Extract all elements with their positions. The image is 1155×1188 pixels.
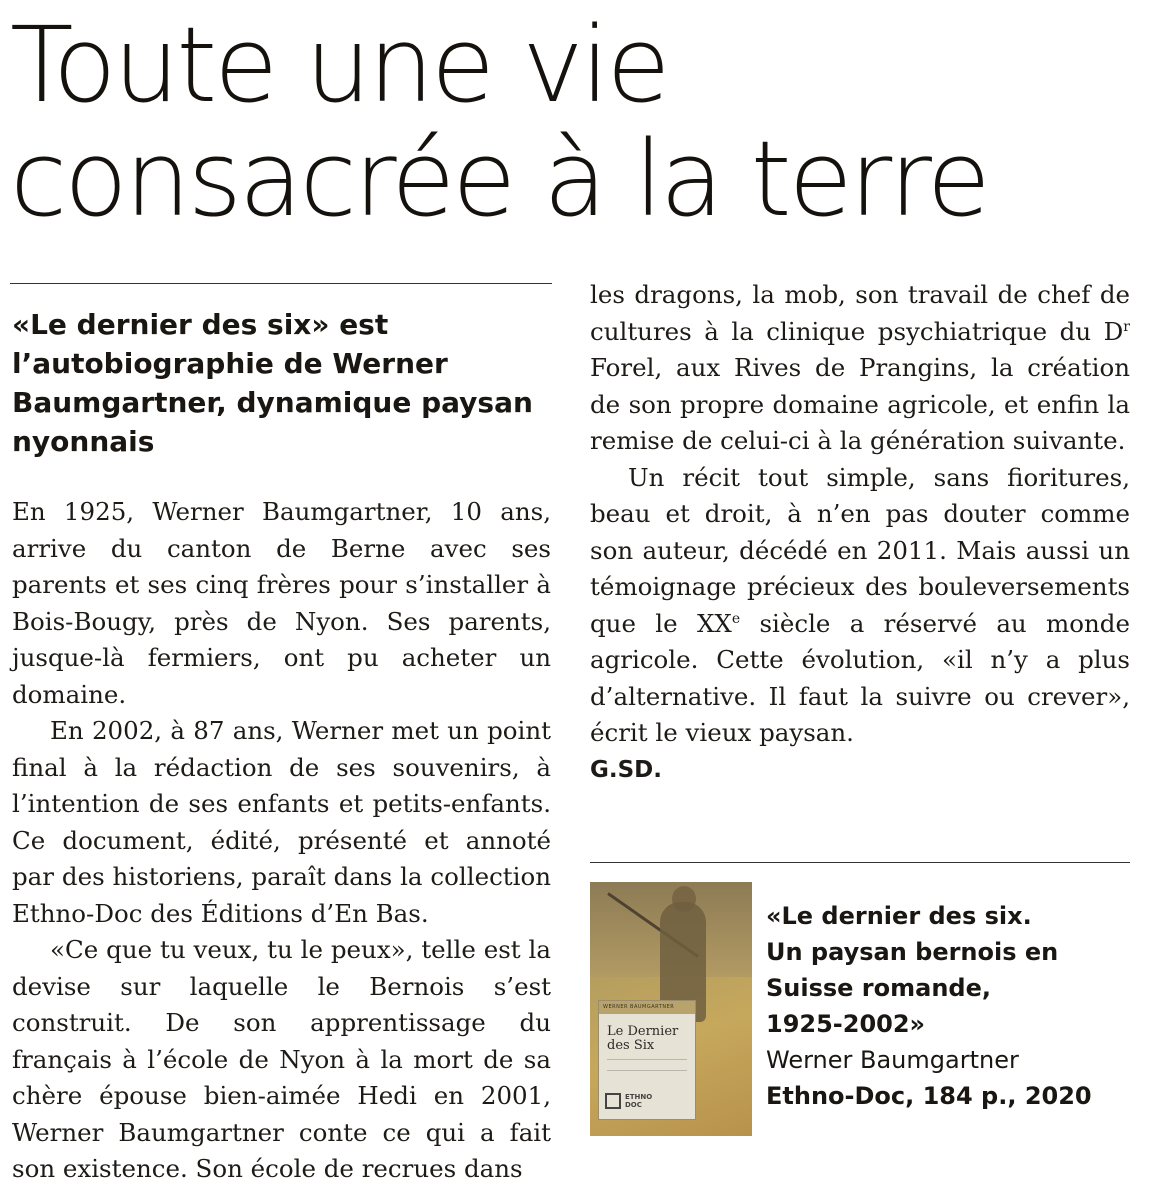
book-info: [766, 898, 1151, 1114]
cover-band-text: WERNER BAUMGARTNER: [603, 1004, 675, 1010]
right-column: [590, 277, 1130, 788]
left-divider: [10, 283, 552, 284]
left-column: [12, 494, 551, 1188]
paragraph-2: En 2002, à 87 ans, Werner met un point final à la rédaction de ses souvenirs, à l’intention de ses enfants et petits-enfants. Ce document, édité, présenté et annoté par des historiens, paraît dans la collection Ethno-Doc des Éditions d’En Bas.: [12, 716, 551, 928]
paragraph-1: En 1925, Werner Baumgartner, 10 ans, arrive du canton de Berne avec ses parents et ses cinq frères pour s’installer à Bois-Bougy, près de Nyon. Ses parents, jusque-là fermiers, ont pu acheter un domaine.: [12, 497, 551, 709]
book-publication: Ethno-Doc, 184 p., 2020: [766, 1082, 1092, 1110]
title-line-2: consacrée à la terre: [10, 118, 988, 240]
cover-logo-text: ETHNO DOC: [625, 1093, 653, 1109]
ethno-doc-logo-icon: [605, 1093, 621, 1109]
right-divider: [590, 862, 1130, 863]
title-line-1: Toute une vie: [10, 4, 668, 126]
book-title: «Le dernier des six. Un paysan bernois en Suisse romande, 1925-2002»: [766, 902, 1059, 1038]
author-signature: G.SD.: [590, 756, 663, 783]
article-title: [10, 4, 1150, 240]
paragraph-5: Un récit tout simple, sans fioritures, beau et droit, à n’en pas douter comme son auteur, décédé en 2011. Mais aussi un témoignage précieux des bouleversements que le XXe siècle a réservé au monde agricole. Cette évolution, «il n’y a plus d’alternative. Il faut la suivre ou crever», écrit le vieux paysan.: [590, 462, 1130, 747]
paragraph-3: «Ce que tu veux, tu le peux», telle est la devise sur laquelle le Bernois s’est construit. De son apprentissage du français à l’école de Nyon à la mort de sa chère épouse bien-aimée Hedi en 2001, Werner Baumgartner conte ce qui a fait son existence. Son école de recrues dans: [12, 935, 551, 1183]
book-author: Werner Baumgartner: [766, 1046, 1019, 1074]
article-lead: «Le dernier des six» est l’autobiographie de Werner Baumgartner, dynamique paysan nyonnais: [12, 308, 533, 458]
cover-card: [598, 1000, 696, 1120]
book-cover-image: [590, 882, 752, 1136]
cover-title: Le Dernier des Six: [607, 1024, 679, 1053]
paragraph-4: les dragons, la mob, son travail de chef de cultures à la clinique psychiatrique du $D^r$ Forel, aux Rives de Prangins, la création de son propre domaine agricole, et enfin la remise de celui-ci à la génération suivante.: [590, 280, 1130, 455]
